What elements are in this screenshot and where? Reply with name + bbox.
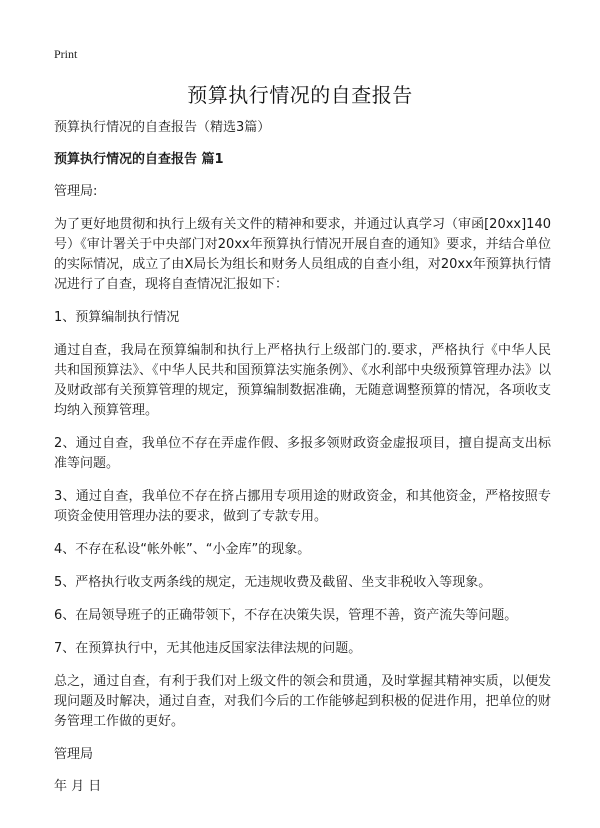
salutation: 管理局: — [54, 184, 98, 199]
document-body — [54, 118, 551, 809]
item-paragraph-5: 5、严格执行收支两条线的规定，无违规收费及截留、坐支非税收入等现象。 — [54, 575, 492, 590]
item-paragraph-2: 2、通过自查，我单位不存在弄虚作假、多报多领财政资金虚报项目，擅自提高支出标准等问题。 — [54, 436, 551, 471]
item-paragraph-7: 7、在预算执行中，无其他违反国家法律法规的问题。 — [54, 641, 362, 656]
date-line: 年 月 日 — [54, 779, 102, 794]
item-paragraph-3: 3、通过自查，我单位不存在挤占挪用专项用途的财政资金，和其他资金，严格按照专项资金使用管理办法的要求，做到了专款专用。 — [54, 489, 551, 524]
item-paragraph-6: 6、在局领导班子的正确带领下，不存在决策失误，管理不善，资产流失等问题。 — [54, 608, 518, 623]
signature: 管理局 — [54, 747, 94, 762]
item-paragraph-1: 通过自查，我局在预算编制和执行上严格执行上级部门的.要求，严格执行《中华人民共和国预算法》、《中华人民共和国预算法实施条例》、《水利部中央级预算管理办法》以及财政部有关预算管理的规定，预算编制数据准确，无随意调整预算的情况，各项收支均纳入预算管理。 — [54, 343, 551, 418]
conclusion-paragraph: 总之，通过自查，有利于我们对上级文件的领会和贯通，及时掌握其精神实质，以便发现问题及时解决，通过自查，对我们今后的工作能够起到积极的促进作用，把单位的财务管理工作做的更好。 — [54, 674, 551, 729]
print-label: Print — [54, 47, 78, 61]
document-subtitle: 预算执行情况的自查报告（精选3篇） — [54, 120, 271, 135]
item-paragraph-4: 4、不存在私设“帐外帐”、“小金库”的现象。 — [54, 542, 311, 557]
section-heading: 预算执行情况的自查报告 篇1 — [54, 152, 224, 167]
item-heading-1: 1、预算编制执行情况 — [54, 310, 180, 325]
intro-paragraph: 为了更好地贯彻和执行上级有关文件的精神和要求，并通过认真学习（审函[20xx]140号）《审计署关于中央部门对20xx年预算执行情况开展自查的通知》要求，并结合单位的实际情况，成立了由X局长为组长和财务人员组成的自查小组，对20xx年预算执行情况进行了自查，现将自查情况汇报如下： — [54, 217, 551, 292]
document-title: 预算执行情况的自查报告 — [187, 83, 413, 107]
